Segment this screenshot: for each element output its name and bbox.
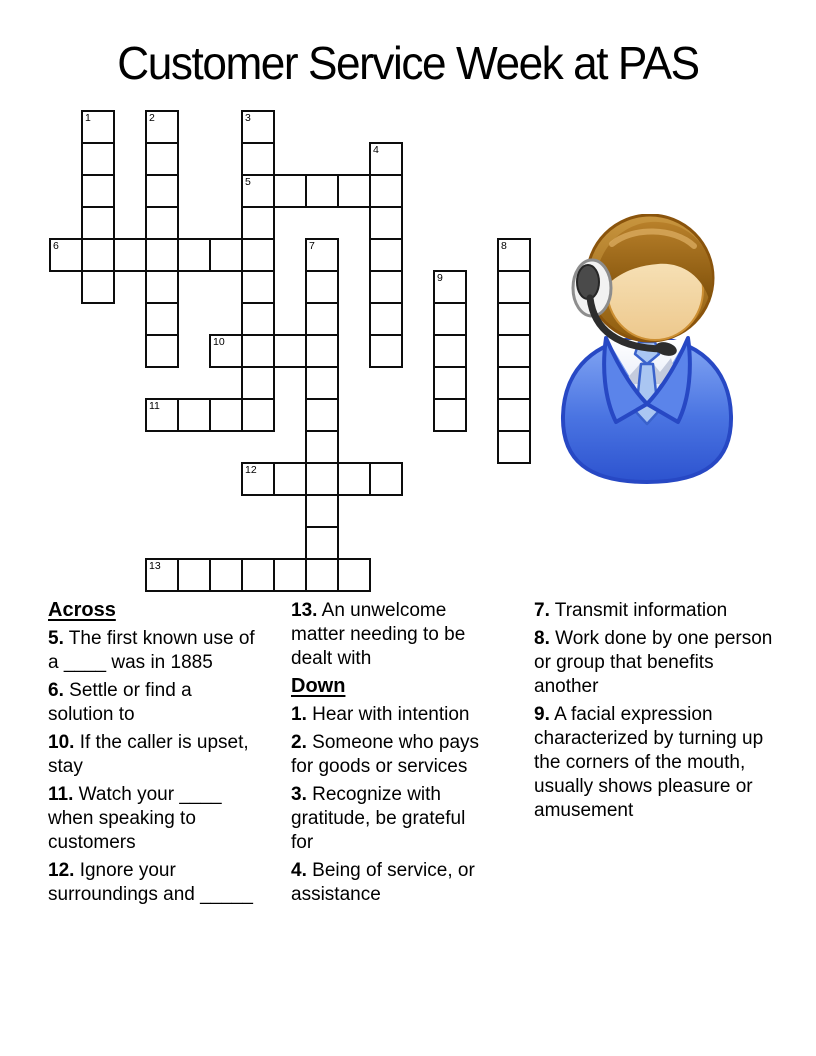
- grid-cell[interactable]: [305, 238, 339, 272]
- grid-cell[interactable]: [497, 398, 531, 432]
- grid-cell[interactable]: [241, 558, 275, 592]
- grid-cell[interactable]: [241, 366, 275, 400]
- grid-cell-number: 6: [53, 240, 59, 252]
- clue-text: Recognize with gratitude, be grateful for: [291, 784, 466, 853]
- clue-number: 13.: [291, 600, 318, 621]
- page-title: Customer Service Week at PAS: [117, 37, 699, 89]
- clue-down-8: [534, 627, 774, 699]
- grid-cell-number: 8: [501, 240, 507, 252]
- grid-cell[interactable]: [273, 462, 307, 496]
- grid-cell[interactable]: [145, 558, 179, 592]
- grid-cell[interactable]: [209, 334, 243, 368]
- grid-cell[interactable]: [177, 558, 211, 592]
- grid-cell[interactable]: [49, 238, 83, 272]
- grid-cell[interactable]: [497, 302, 531, 336]
- clue-across-12: [48, 859, 256, 907]
- crossword-grid: [49, 110, 535, 596]
- headset-earpad: [577, 265, 599, 299]
- clue-across-10: [48, 731, 256, 779]
- clue-number: 2.: [291, 732, 307, 753]
- clue-text: The first known use of a ____ was in 1885: [48, 628, 255, 673]
- clue-across-6: [48, 679, 256, 727]
- grid-cell[interactable]: [145, 398, 179, 432]
- grid-cell[interactable]: [497, 270, 531, 304]
- grid-cell[interactable]: [177, 398, 211, 432]
- grid-cell-number: 12: [245, 464, 257, 476]
- clue-number: 4.: [291, 860, 307, 881]
- grid-cell[interactable]: [337, 462, 371, 496]
- grid-cell[interactable]: [433, 302, 467, 336]
- grid-cell[interactable]: [145, 238, 179, 272]
- grid-cell[interactable]: [81, 206, 115, 240]
- grid-cell[interactable]: [209, 238, 243, 272]
- grid-cell[interactable]: [81, 270, 115, 304]
- clue-text: Being of service, or assistance: [291, 860, 475, 905]
- grid-cell[interactable]: [81, 174, 115, 208]
- grid-cell[interactable]: [305, 462, 339, 496]
- grid-cell[interactable]: [369, 270, 403, 304]
- grid-cell-number: 2: [149, 112, 155, 124]
- grid-cell[interactable]: [433, 398, 467, 432]
- clue-across-5: [48, 627, 256, 675]
- grid-cell[interactable]: [433, 334, 467, 368]
- grid-cell[interactable]: [305, 526, 339, 560]
- grid-cell[interactable]: [497, 334, 531, 368]
- grid-cell[interactable]: [305, 430, 339, 464]
- grid-cell[interactable]: [241, 270, 275, 304]
- grid-cell[interactable]: [241, 174, 275, 208]
- grid-cell[interactable]: [497, 238, 531, 272]
- clues-column-3: [534, 599, 774, 827]
- agent-icon: [560, 214, 734, 484]
- grid-cell[interactable]: [209, 398, 243, 432]
- grid-cell[interactable]: [433, 270, 467, 304]
- clue-down-3: [291, 783, 492, 855]
- grid-cell[interactable]: [273, 558, 307, 592]
- clue-text: Watch your ____ when speaking to customers: [48, 784, 222, 853]
- grid-cell-number: 3: [245, 112, 251, 124]
- grid-cell-number: 13: [149, 560, 161, 572]
- grid-cell[interactable]: [241, 142, 275, 176]
- grid-cell[interactable]: [305, 174, 339, 208]
- clue-across-11: [48, 783, 256, 855]
- clue-text: Someone who pays for goods or services: [291, 732, 480, 777]
- clue-down-7: [534, 599, 774, 623]
- grid-cell[interactable]: [369, 334, 403, 368]
- clue-number: 5.: [48, 628, 64, 649]
- clue-down-2: [291, 731, 492, 779]
- grid-cell-number: 4: [373, 144, 379, 156]
- grid-cell[interactable]: [241, 238, 275, 272]
- grid-cell[interactable]: [241, 462, 275, 496]
- clues-column-2: [291, 599, 492, 911]
- clue-text: Transmit information: [554, 600, 728, 621]
- grid-cell[interactable]: [369, 238, 403, 272]
- grid-cell[interactable]: [369, 142, 403, 176]
- grid-cell[interactable]: [305, 302, 339, 336]
- grid-cell-number: 9: [437, 272, 443, 284]
- clue-text: An unwelcome matter needing to be dealt with: [291, 600, 466, 669]
- grid-cell[interactable]: [145, 270, 179, 304]
- grid-cell-number: 11: [149, 400, 160, 412]
- grid-cell[interactable]: [241, 110, 275, 144]
- grid-cell[interactable]: [145, 334, 179, 368]
- grid-cell[interactable]: [497, 366, 531, 400]
- grid-cell[interactable]: [241, 206, 275, 240]
- clue-down-1: [291, 703, 492, 727]
- grid-cell[interactable]: [241, 398, 275, 432]
- grid-cell[interactable]: [369, 174, 403, 208]
- clue-across-13: [291, 599, 492, 671]
- grid-cell[interactable]: [81, 238, 115, 272]
- clue-text: Ignore your surroundings and _____: [48, 860, 253, 905]
- clue-down-9: [534, 703, 774, 823]
- clue-number: 1.: [291, 704, 307, 725]
- clue-text: A facial expression characterized by turning up the corners of the mouth, usually shows pleasure or amusement: [534, 704, 764, 821]
- grid-cell[interactable]: [305, 334, 339, 368]
- grid-cell[interactable]: [273, 174, 307, 208]
- clue-down-4: [291, 859, 492, 907]
- grid-cell[interactable]: [145, 142, 179, 176]
- grid-cell[interactable]: [305, 398, 339, 432]
- grid-cell[interactable]: [145, 302, 179, 336]
- clue-text: Work done by one person or group that benefits another: [534, 628, 773, 697]
- grid-cell[interactable]: [305, 494, 339, 528]
- grid-cell[interactable]: [145, 110, 179, 144]
- across-heading: Across: [48, 599, 116, 621]
- grid-cell[interactable]: [241, 302, 275, 336]
- clue-number: 6.: [48, 680, 64, 701]
- clue-number: 9.: [534, 704, 550, 725]
- clue-number: 11.: [48, 784, 74, 805]
- grid-cell[interactable]: [497, 430, 531, 464]
- grid-cell[interactable]: [369, 462, 403, 496]
- grid-cell[interactable]: [305, 270, 339, 304]
- customer-service-agent-illustration: [560, 214, 734, 484]
- down-heading: Down: [291, 675, 346, 697]
- grid-cell[interactable]: [305, 558, 339, 592]
- clue-number: 10.: [48, 732, 75, 753]
- grid-cell[interactable]: [273, 334, 307, 368]
- grid-cell[interactable]: [145, 206, 179, 240]
- grid-cell[interactable]: [113, 238, 147, 272]
- grid-cell-number: 7: [309, 240, 315, 252]
- clue-text: If the caller is upset, stay: [48, 732, 249, 777]
- clue-number: 7.: [534, 600, 550, 621]
- clue-number: 12.: [48, 860, 75, 881]
- grid-cell-number: 5: [245, 176, 251, 188]
- grid-cell[interactable]: [177, 238, 211, 272]
- clues-column-1: [48, 599, 256, 911]
- grid-cell[interactable]: [337, 174, 371, 208]
- grid-cell-number: 1: [85, 112, 91, 124]
- clue-number: 8.: [534, 628, 550, 649]
- grid-cell[interactable]: [145, 174, 179, 208]
- clue-text: Hear with intention: [312, 704, 470, 725]
- grid-cell[interactable]: [369, 302, 403, 336]
- grid-cell-number: 10: [213, 336, 225, 348]
- clue-number: 3.: [291, 784, 307, 805]
- grid-cell[interactable]: [81, 110, 115, 144]
- grid-cell[interactable]: [433, 366, 467, 400]
- grid-cell[interactable]: [305, 366, 339, 400]
- grid-cell[interactable]: [241, 334, 275, 368]
- grid-cell[interactable]: [337, 558, 371, 592]
- grid-cell[interactable]: [369, 206, 403, 240]
- grid-cell[interactable]: [81, 142, 115, 176]
- grid-cell[interactable]: [209, 558, 243, 592]
- clue-text: Settle or find a solution to: [48, 680, 192, 725]
